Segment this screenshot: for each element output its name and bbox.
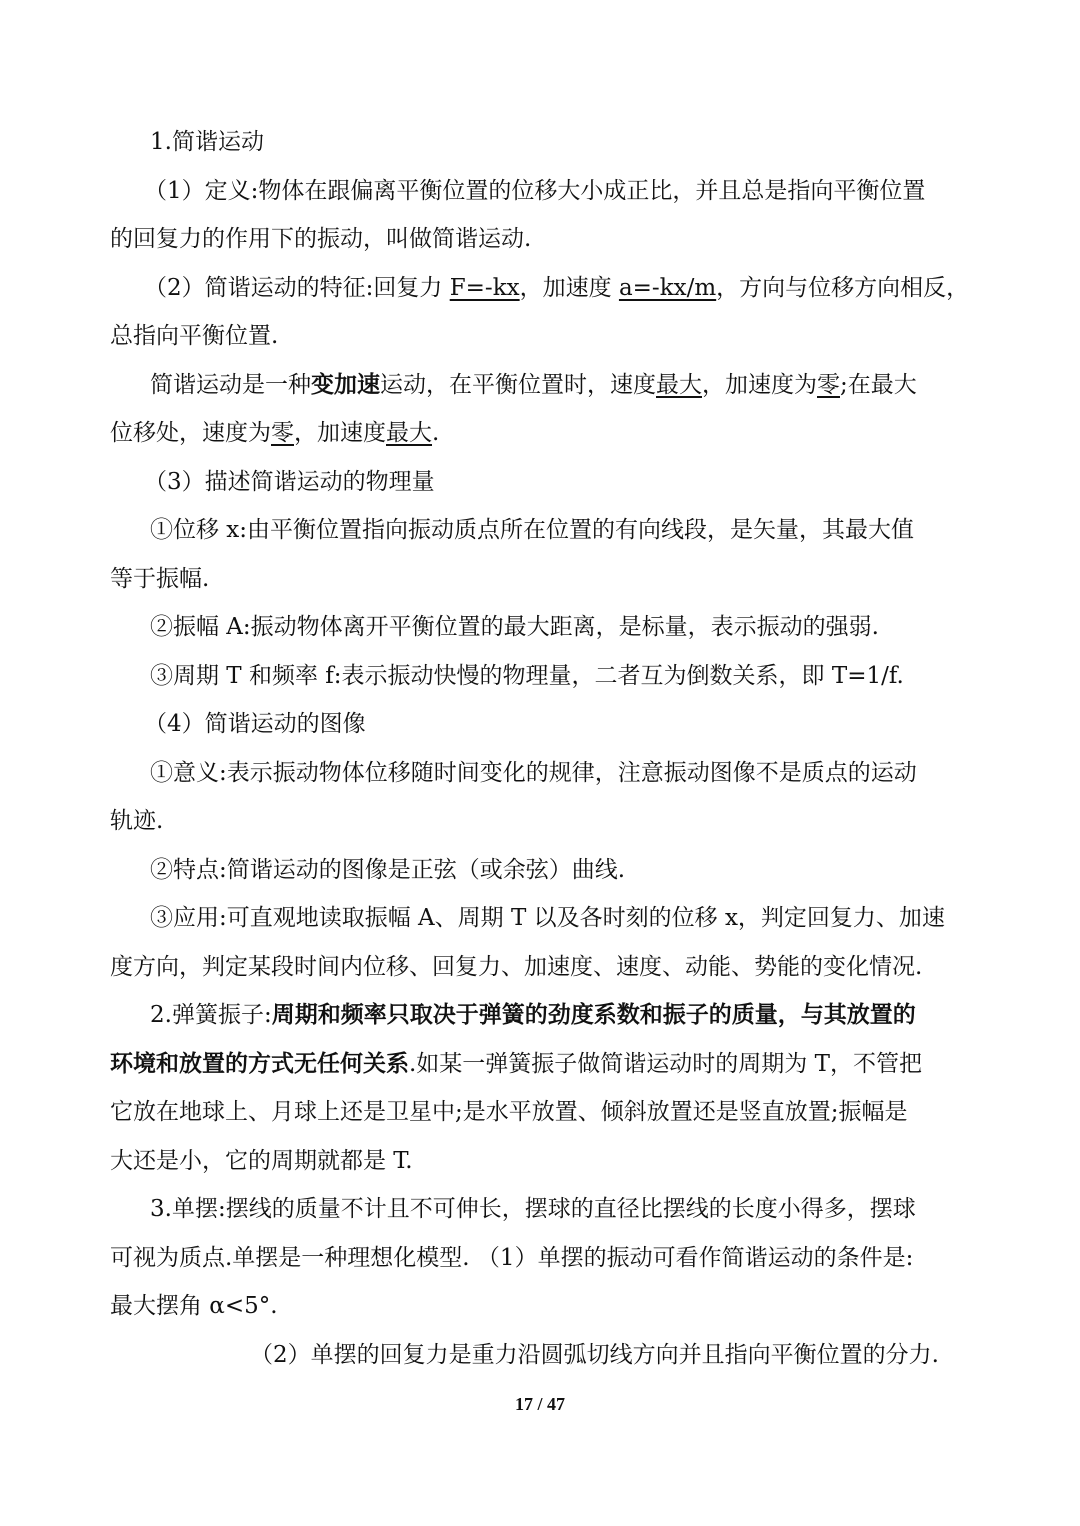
paragraph-definition-line-2: 的回复力的作用下的振动，叫做简谐运动. — [110, 226, 532, 252]
subheading-physical-quantities: （3）描述简谐运动的物理量 — [144, 468, 435, 495]
paragraph-pendulum-restoring-force: （2）单摆的回复力是重力沿圆弧切线方向并且指向平衡位置的分力. — [250, 1341, 939, 1368]
paragraph-features-line-1: （2）简谐运动的特征:回复力 F=-kx，加速度 a=-kx/m，方向与位移方向相反， — [144, 274, 970, 301]
page-number: 17 / 47 — [514, 1394, 565, 1414]
paragraph-period-frequency: ③周期 T 和频率 f:表示振动快慢的物理量，二者互为倒数关系，即 T=1/f. — [150, 662, 904, 689]
paragraph-meaning-line-1: ①意义:表示振动物体位移随时间变化的规律，注意振动图像不是质点的运动 — [150, 759, 917, 786]
paragraph-spring-oscillator-line-1: 2.弹簧振子:周期和频率只取决于弹簧的劲度系数和振子的质量，与其放置的 — [150, 1001, 916, 1028]
formula-acceleration: a=-kx/m — [618, 274, 717, 301]
paragraph-definition-line-1: （1）定义:物体在跟偏离平衡位置的位移大小成正比，并且总是指向平衡位置 — [144, 177, 926, 204]
paragraph-pendulum-line-2: 可视为质点.单摆是一种理想化模型. （1）单摆的振动可看作简谐运动的条件是: — [110, 1244, 914, 1271]
paragraph-displacement-line-1: ①位移 x:由平衡位置指向振动质点所在位置的有向线段，是矢量，其最大值 — [150, 517, 915, 543]
paragraph-characteristics: ②特点:简谐运动的图像是正弦（或余弦）曲线. — [150, 856, 626, 883]
formula-restoring-force: F=-kx — [449, 274, 520, 301]
bold-keyword: 变加速 — [311, 370, 380, 398]
paragraph-displacement-line-2: 等于振幅. — [110, 565, 210, 592]
paragraph-variable-acceleration-line-1: 简谐运动是一种变加速运动，在平衡位置时，速度最大，加速度为零;在最大 — [150, 370, 917, 398]
subheading-graph: （4）简谐运动的图像 — [144, 711, 366, 737]
section-heading-simple-harmonic-motion: 1.简谐运动 — [150, 129, 264, 155]
paragraph-application-line-1: ③应用:可直观地读取振幅 A、周期 T 以及各时刻的位移 x，判定回复力、加速 — [150, 905, 945, 931]
paragraph-variable-acceleration-line-2: 位移处，速度为零，加速度最大. — [110, 420, 440, 446]
paragraph-pendulum-line-3: 最大摆角 α<5°. — [110, 1293, 278, 1319]
paragraph-spring-oscillator-line-4: 大还是小，它的周期就都是 T. — [110, 1147, 413, 1174]
paragraph-features-line-2: 总指向平衡位置. — [110, 323, 279, 349]
paragraph-pendulum-line-1: 3.单摆:摆线的质量不计且不可伸长，摆球的直径比摆线的长度小得多，摆球 — [150, 1196, 916, 1222]
paragraph-spring-oscillator-line-2: 环境和放置的方式无任何关系.如某一弹簧振子做简谐运动时的周期为 T，不管把 — [110, 1049, 922, 1077]
paragraph-spring-oscillator-line-3: 它放在地球上、月球上还是卫星中;是水平放置、倾斜放置还是竖直放置;振幅是 — [110, 1099, 908, 1125]
document-body — [110, 118, 982, 1379]
paragraph-application-line-2: 度方向，判定某段时间内位移、回复力、加速度、速度、动能、势能的变化情况. — [110, 953, 923, 980]
paragraph-amplitude: ②振幅 A:振动物体离开平衡位置的最大距离，是标量，表示振动的强弱. — [150, 614, 879, 640]
paragraph-meaning-line-2: 轨迹. — [110, 808, 164, 834]
